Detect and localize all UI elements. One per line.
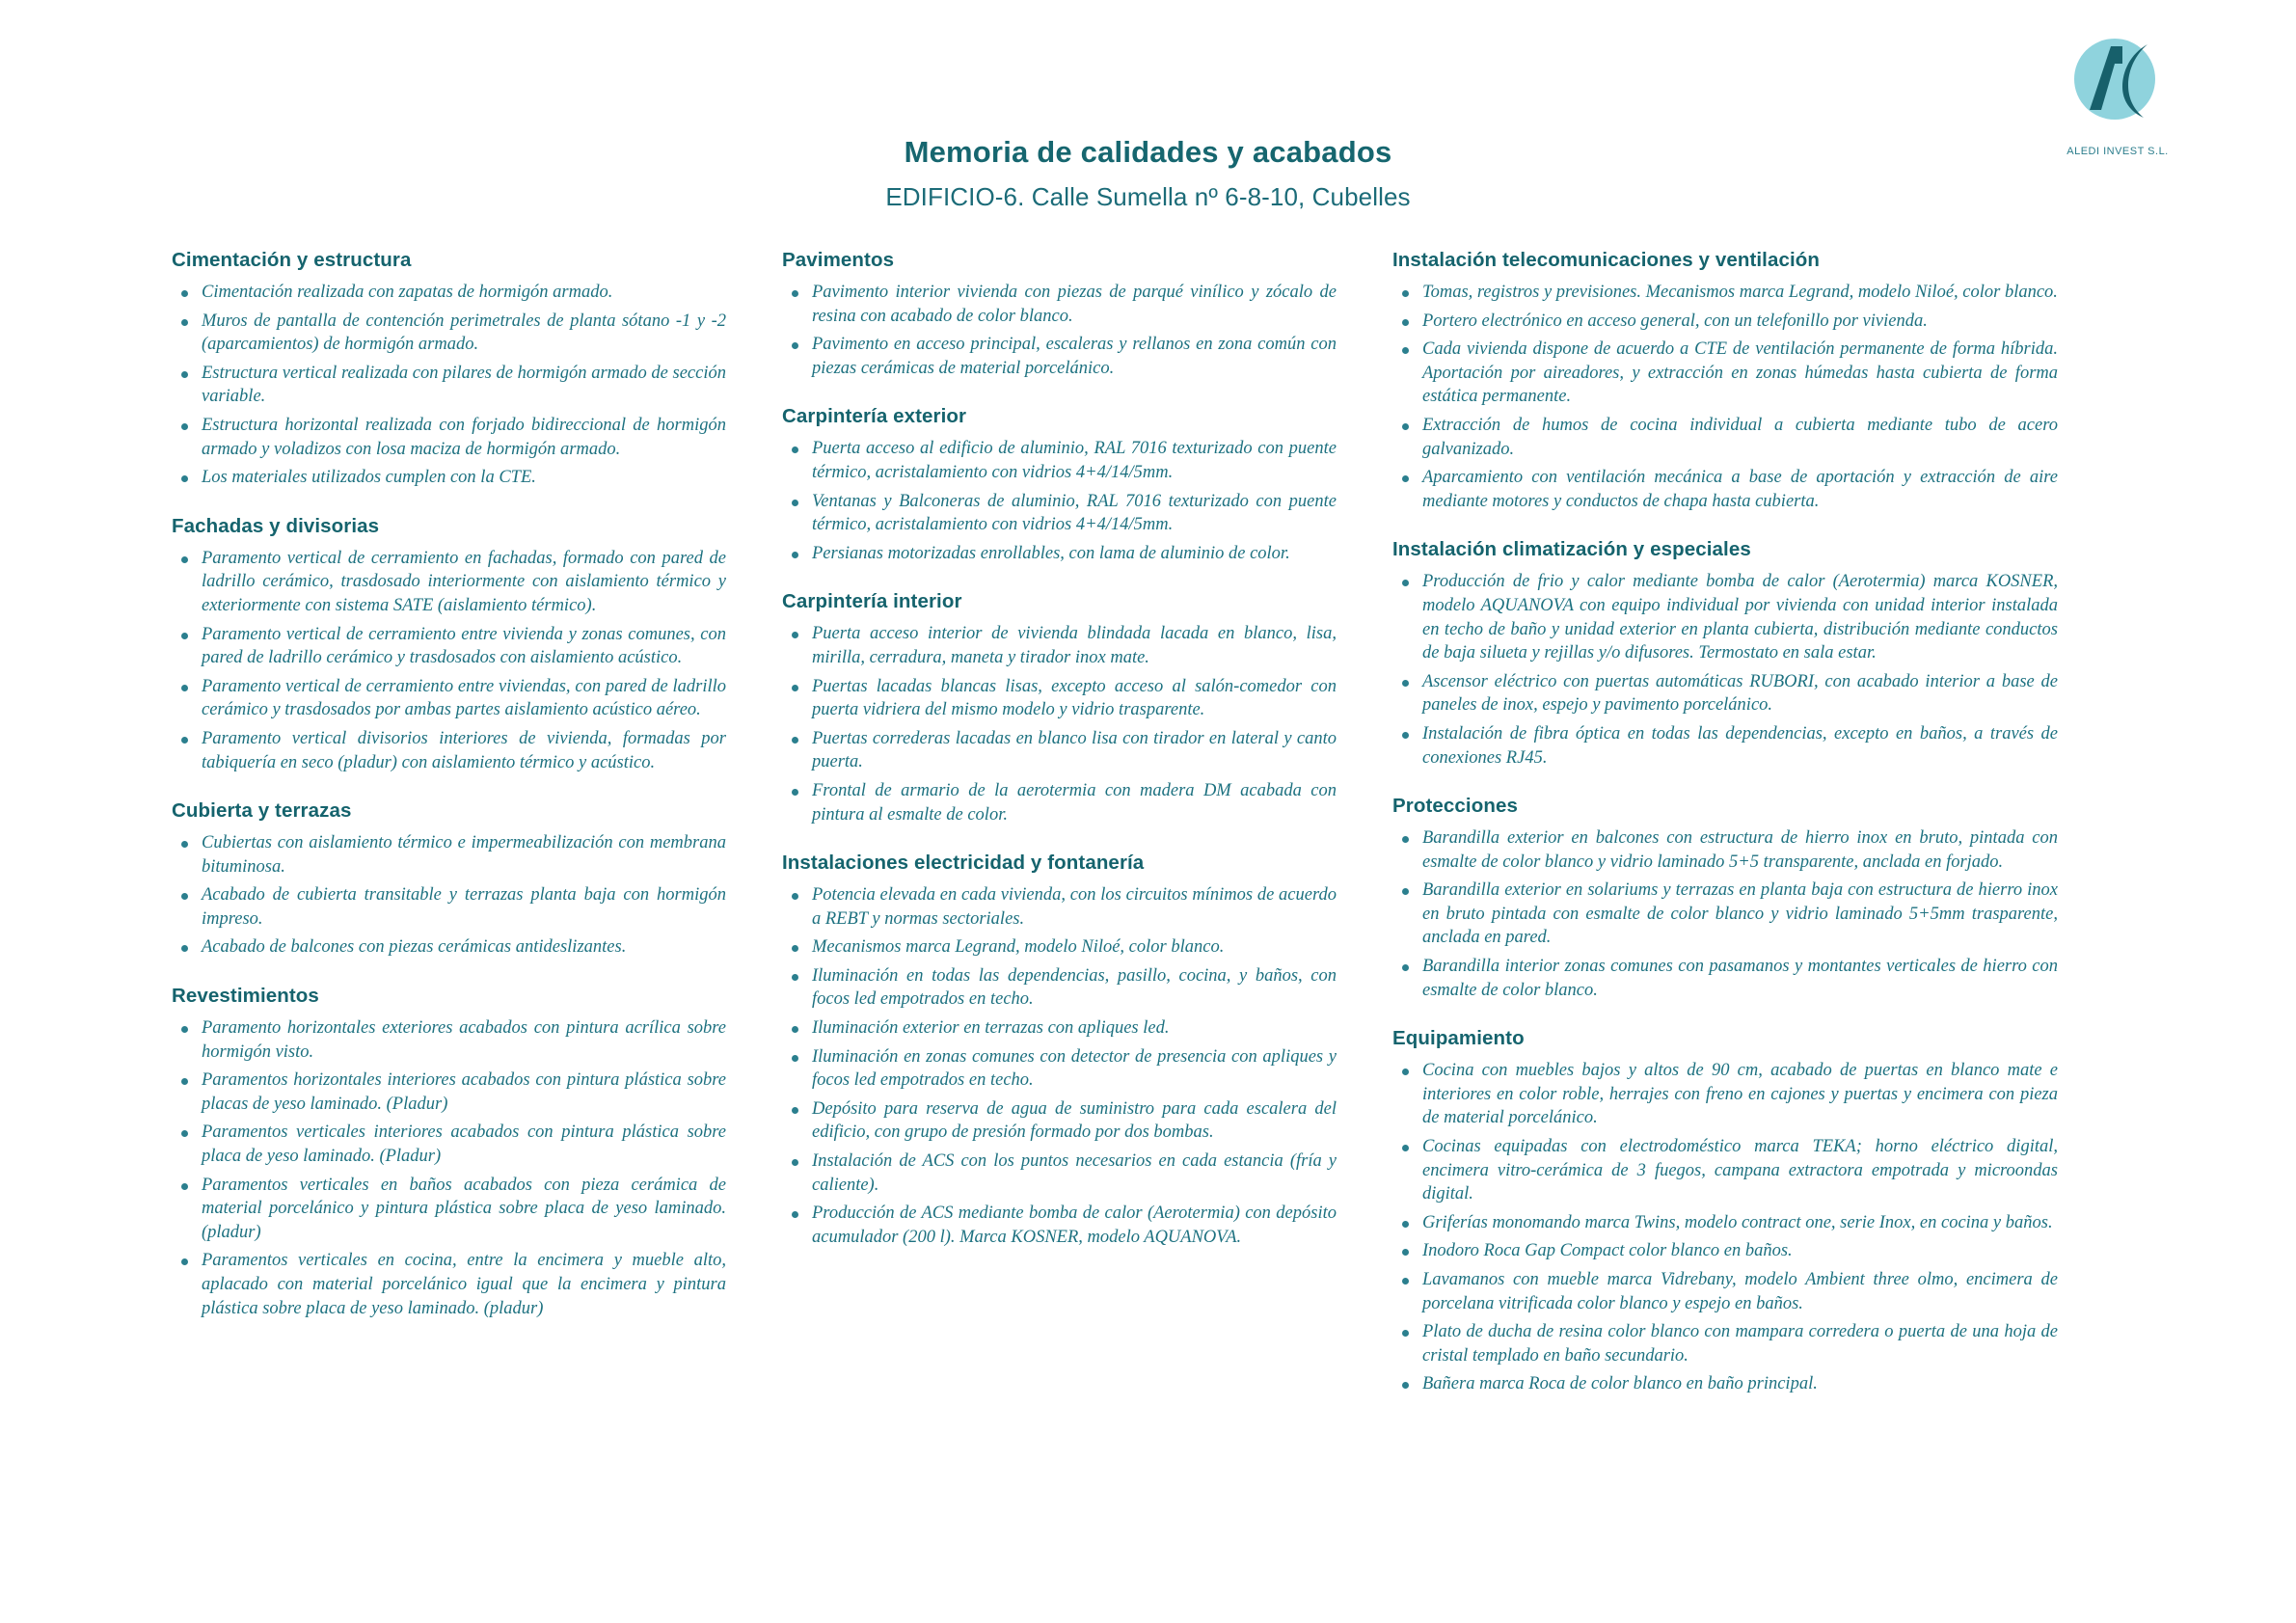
list-item: Cubiertas con aislamiento térmico e impermeabilización con membrana bituminosa. — [172, 831, 726, 879]
list-item: Acabado de balcones con piezas cerámicas antideslizantes. — [172, 935, 726, 960]
list-item: Iluminación exterior en terrazas con apliques led. — [782, 1016, 1337, 1041]
list-item: Puertas correderas lacadas en blanco lisa con tirador en lateral y canto puerta. — [782, 727, 1337, 774]
section-list — [1392, 826, 2058, 1002]
list-item: Muros de pantalla de contención perimetrales de planta sótano -1 y -2 (aparcamientos) de hormigón armado. — [172, 310, 726, 357]
section-list — [1392, 1059, 2058, 1396]
list-item: Paramentos verticales en cocina, entre la encimera y mueble alto, aplacado con material porcelánico igual que la encimera y pintura plástica sobre placa de yeso laminado. (pladur) — [172, 1249, 726, 1320]
section-cimentacion-y-estructura — [172, 249, 726, 490]
section-title: Carpintería interior — [782, 590, 962, 613]
section-fachadas-y-divisorias — [172, 515, 726, 774]
list-item: Potencia elevada en cada vivienda, con los circuitos mínimos de acuerdo a REBT y normas sectoriales. — [782, 883, 1337, 931]
section-list — [172, 547, 726, 774]
list-item: Paramento vertical divisorios interiores de vivienda, formadas por tabiquería en seco (pladur) con aislamiento térmico y acústico. — [172, 727, 726, 774]
section-list — [782, 622, 1337, 826]
section-title: Cubierta y terrazas — [172, 799, 352, 823]
column-center — [782, 249, 1337, 1254]
list-item: Puertas lacadas blancas lisas, excepto acceso al salón-comedor con puerta vidriera del mismo modelo y vidrio trasparente. — [782, 675, 1337, 722]
section-equipamiento — [1392, 1027, 2058, 1396]
section-list — [782, 437, 1337, 565]
list-item: Barandilla interior zonas comunes con pasamanos y montantes verticales de hierro con esmalte de color blanco. — [1392, 955, 2058, 1002]
list-item: Inodoro Roca Gap Compact color blanco en baños. — [1392, 1239, 2058, 1263]
list-item: Tomas, registros y previsiones. Mecanismos marca Legrand, modelo Niloé, color blanco. — [1392, 281, 2058, 305]
section-title: Carpintería exterior — [782, 405, 967, 428]
list-item: Los materiales utilizados cumplen con la CTE. — [172, 466, 726, 490]
list-item: Paramento vertical de cerramiento entre viviendas, con pared de ladrillo cerámico y trasdosados por ambas partes aislamiento acústico aéreo. — [172, 675, 726, 722]
section-title: Protecciones — [1392, 795, 1518, 818]
list-item: Cocinas equipadas con electrodoméstico marca TEKA; horno eléctrico digital, encimera vitro-cerámica de 3 fuegos, campana extractora empotrada y microondas digital. — [1392, 1135, 2058, 1206]
list-item: Iluminación en todas las dependencias, pasillo, cocina, y baños, con focos led empotrados en techo. — [782, 964, 1337, 1012]
list-item: Paramento vertical de cerramiento entre vivienda y zonas comunes, con pared de ladrillo cerámico y trasdosados con aislamiento acústico. — [172, 623, 726, 670]
content-columns — [172, 249, 2148, 1401]
section-carpinteria-interior — [782, 590, 1337, 826]
column-right — [1392, 249, 2058, 1401]
list-item: Acabado de cubierta transitable y terrazas planta baja con hormigón impreso. — [172, 883, 726, 931]
list-item: Iluminación en zonas comunes con detector de presencia con apliques y focos led empotrados en techo. — [782, 1045, 1337, 1093]
list-item: Barandilla exterior en solariums y terrazas en planta baja con estructura de hierro inox en bruto pintada con esmalte de color blanco y vidrio laminado 5+5mm trasparente, anclada en pared. — [1392, 879, 2058, 950]
list-item: Producción de frio y calor mediante bomba de calor (Aerotermia) marca KOSNER, modelo AQUANOVA con equipo individual por vivienda con unidad interior instalada en techo de baño y unidad exterior en planta cubierta, distribución mediante conductos de baja silueta y rejillas y/o difusores. Termostato en sala estar. — [1392, 570, 2058, 664]
section-list — [782, 281, 1337, 380]
section-list — [172, 1016, 726, 1320]
list-item: Instalación de ACS con los puntos necesarios en cada estancia (fría y caliente). — [782, 1150, 1337, 1197]
section-list — [172, 281, 726, 490]
list-item: Paramento horizontales exteriores acabados con pintura acrílica sobre hormigón visto. — [172, 1016, 726, 1064]
list-item: Portero electrónico en acceso general, con un telefonillo por vivienda. — [1392, 310, 2058, 334]
list-item: Ventanas y Balconeras de aluminio, RAL 7016 texturizado con puente térmico, acristalamiento con vidrios 4+4/14/5mm. — [782, 490, 1337, 537]
section-title: Instalación climatización y especiales — [1392, 538, 1751, 561]
list-item: Cocina con muebles bajos y altos de 90 cm, acabado de puertas en blanco mate e interiores en color roble, herrajes con freno en cajones y puertas y encimera con pieza de material porcelánico. — [1392, 1059, 2058, 1130]
section-pavimentos — [782, 249, 1337, 380]
section-carpinteria-exterior — [782, 405, 1337, 565]
section-revestimientos — [172, 985, 726, 1320]
section-title: Revestimientos — [172, 985, 319, 1008]
section-instalacion-telecomunicaciones-y-ventilacion — [1392, 249, 2058, 513]
list-item: Estructura horizontal realizada con forjado bidireccional de hormigón armado y voladizos con losa maciza de hormigón armado. — [172, 414, 726, 461]
list-item: Paramentos verticales en baños acabados con pieza cerámica de material porcelánico y pintura plástica sobre placa de yeso laminado. (pladur) — [172, 1174, 726, 1245]
list-item: Bañera marca Roca de color blanco en baño principal. — [1392, 1372, 2058, 1396]
page-title: Memoria de calidades y acabados — [904, 135, 1392, 169]
list-item: Producción de ACS mediante bomba de calor (Aerotermia) con depósito acumulador (200 l). Marca KOSNER, modelo AQUANOVA. — [782, 1202, 1337, 1249]
list-item: Extracción de humos de cocina individual a cubierta mediante tubo de acero galvanizado. — [1392, 414, 2058, 461]
section-instalacion-climatizacion-y-especiales — [1392, 538, 2058, 770]
section-instalaciones-electricidad-y-fontaneria — [782, 852, 1337, 1249]
section-title: Pavimentos — [782, 249, 895, 271]
list-item: Estructura vertical realizada con pilares de hormigón armado de sección variable. — [172, 362, 726, 409]
list-item: Ascensor eléctrico con puertas automáticas RUBORI, con acabado interior a base de paneles de inox, espejo y pavimento porcelánico. — [1392, 670, 2058, 717]
list-item: Plato de ducha de resina color blanco con mampara corredera o puerta de una hoja de cristal templado en baño secundario. — [1392, 1320, 2058, 1367]
section-title: Equipamiento — [1392, 1027, 1525, 1050]
list-item: Griferías monomando marca Twins, modelo contract one, serie Inox, en cocina y baños. — [1392, 1211, 2058, 1235]
section-list — [1392, 281, 2058, 513]
list-item: Depósito para reserva de agua de suministro para cada escalera del edificio, con grupo de presión formado por dos bombas. — [782, 1097, 1337, 1145]
list-item: Paramento vertical de cerramiento en fachadas, formado con pared de ladrillo cerámico, trasdosado interiormente con aislamiento térmico y exteriormente con sistema SATE (aislamiento térmico). — [172, 547, 726, 618]
section-list — [1392, 570, 2058, 770]
list-item: Puerta acceso al edificio de aluminio, RAL 7016 texturizado con puente térmico, acristalamiento con vidrios 4+4/14/5mm. — [782, 437, 1337, 484]
list-item: Pavimento en acceso principal, escaleras y rellanos en zona común con piezas cerámicas de material porcelánico. — [782, 333, 1337, 380]
list-item: Persianas motorizadas enrollables, con lama de aluminio de color. — [782, 542, 1337, 566]
list-item: Barandilla exterior en balcones con estructura de hierro inox en bruto, pintada con esmalte de color blanco y vidrio laminado 5+5 transparente, anclada en forjado. — [1392, 826, 2058, 874]
list-item: Frontal de armario de la aerotermia con madera DM acabada con pintura al esmalte de color. — [782, 779, 1337, 826]
section-title: Fachadas y divisorias — [172, 514, 380, 537]
list-item: Paramentos verticales interiores acabados con pintura plástica sobre placa de yeso laminado. (Pladur) — [172, 1121, 726, 1168]
section-cubierta-y-terrazas — [172, 799, 726, 960]
list-item: Puerta acceso interior de vivienda blindada lacada en blanco, lisa, mirilla, cerradura, maneta y tirador inox mate. — [782, 622, 1337, 669]
list-item: Aparcamiento con ventilación mecánica a base de aportación y extracción de aire mediante motores y conductos de chapa hasta cubierta. — [1392, 466, 2058, 513]
list-item: Cimentación realizada con zapatas de hormigón armado. — [172, 281, 726, 305]
section-protecciones — [1392, 795, 2058, 1002]
section-list — [172, 831, 726, 960]
list-item: Mecanismos marca Legrand, modelo Niloé, color blanco. — [782, 935, 1337, 960]
column-left — [172, 249, 726, 1325]
section-list — [782, 883, 1337, 1249]
list-item: Cada vivienda dispone de acuerdo a CTE de ventilación permanente de forma híbrida. Aportación por aireadores, y extracción en zonas húmedas hasta cubierta de forma estática permanente. — [1392, 338, 2058, 409]
section-title: Cimentación y estructura — [172, 249, 412, 271]
list-item: Paramentos horizontales interiores acabados con pintura plástica sobre placas de yeso laminado. (Pladur) — [172, 1068, 726, 1116]
section-title: Instalaciones electricidad y fontanería — [782, 852, 1145, 875]
logo-caption: ALEDI INVEST S.L. — [2066, 146, 2169, 157]
list-item: Instalación de fibra óptica en todas las dependencias, excepto en baños, a través de conexiones RJ45. — [1392, 722, 2058, 770]
page-subtitle: EDIFICIO-6. Calle Sumella nº 6-8-10, Cubelles — [885, 182, 1411, 211]
document-header — [0, 135, 2296, 212]
list-item: Pavimento interior vivienda con piezas de parqué vinílico y zócalo de resina con acabado de color blanco. — [782, 281, 1337, 328]
section-title: Instalación telecomunicaciones y ventilación — [1392, 249, 1821, 271]
list-item: Lavamanos con mueble marca Vidrebany, modelo Ambient three olmo, encimera de porcelana vitrificada color blanco y espejo en baños. — [1392, 1268, 2058, 1315]
